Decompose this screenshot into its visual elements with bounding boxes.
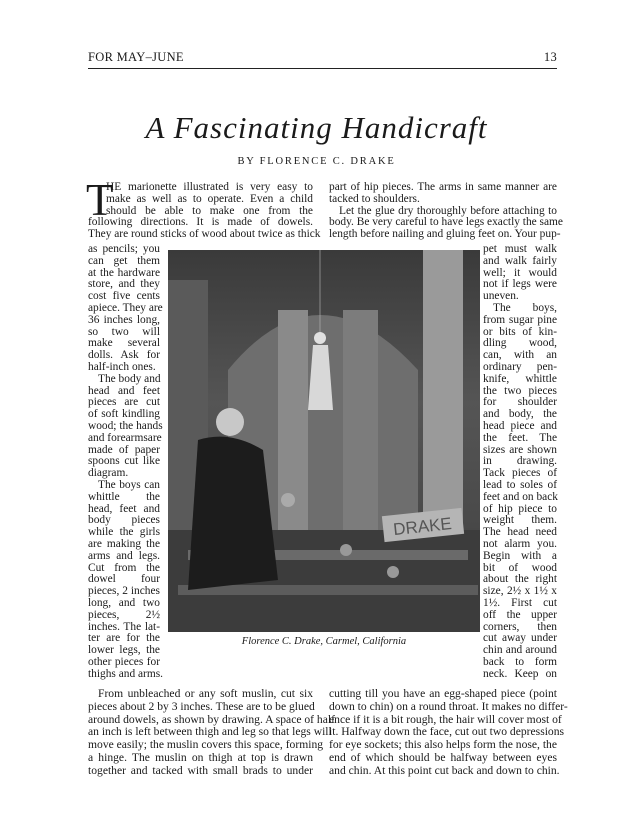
running-header: FOR MAY–JUNE <box>88 50 184 64</box>
text-line: lower legs, the <box>88 644 160 657</box>
right-column-top <box>329 181 563 241</box>
text-line: long, and two <box>88 596 160 609</box>
text-line: uneven. <box>483 290 519 303</box>
text-line: apiece. They are <box>88 301 163 314</box>
photo-illustration <box>168 250 480 632</box>
text-line: well; it would <box>483 266 557 279</box>
text-line: head piece and <box>483 419 557 432</box>
wall-pillar <box>423 250 463 530</box>
text-line: head and feet <box>88 384 160 397</box>
text-line: make as well as to operate. Even a child <box>106 192 313 205</box>
text-line: They are round sticks of wood about twice as thick <box>88 228 321 241</box>
step-edge <box>178 585 478 595</box>
text-line: of hip piece to <box>483 502 557 515</box>
text-line: at the hardware <box>88 266 160 279</box>
text-line: chin and around <box>483 644 557 657</box>
text-line: part of hip pieces. The arms in same manner are <box>329 181 557 193</box>
text-line: From unbleached or any soft muslin, cut six <box>98 687 313 700</box>
text-line: and chin. At this point cut back and down to chin. <box>329 763 560 777</box>
text-line: around dowels, as shown by drawing. A space of half <box>88 712 335 726</box>
marionette-doll <box>340 544 352 556</box>
drake-sign-text: DRAKE <box>392 514 453 540</box>
page-number: 13 <box>543 50 557 64</box>
text-line: a hinge. The muslin on thigh at top is drawn <box>88 750 313 764</box>
text-line: pieces, 2 inches <box>88 585 160 598</box>
marionette-doll <box>387 566 399 578</box>
text-line: following directions. It is made of dowels. <box>88 216 313 229</box>
text-line: The boys, <box>493 301 557 314</box>
text-line: tacked to shoulders. <box>329 192 420 205</box>
text-line: and forearmsare <box>88 431 162 444</box>
text-line: feet and on back <box>483 490 558 503</box>
text-line: lead to soles of <box>483 478 557 491</box>
text-line: end of which should be halfway between eyes <box>329 750 557 764</box>
text-line: The boys can <box>98 478 160 491</box>
text-line: from sugar pine <box>483 313 557 326</box>
text-line: The body and <box>98 372 161 385</box>
text-line: move easily; the muslin covers this space, forming <box>88 738 324 752</box>
text-line: and walk fairly <box>483 254 557 267</box>
text-line: thighs and arms. <box>88 667 163 680</box>
text-line: The head need <box>483 526 557 539</box>
text-line: bit of wood <box>483 561 557 574</box>
text-line: cutting till you have an egg-shaped piece (point <box>329 687 557 700</box>
text-line: the two pieces <box>483 384 557 397</box>
text-line: 36 inches long, <box>88 313 160 326</box>
text-line: diagram. <box>88 467 129 480</box>
text-line: body pieces <box>88 514 160 527</box>
woman-head <box>216 408 244 436</box>
photo-caption: Florence C. Drake, Carmel, California <box>241 636 407 647</box>
text-line: are making the <box>88 537 160 550</box>
marionette-head <box>314 332 326 344</box>
text-line: spoons cut like <box>88 455 160 468</box>
drop-cap: T <box>86 175 114 225</box>
text-line: Begin with a <box>483 549 557 562</box>
text-line: ter are for the <box>88 632 160 645</box>
text-line: 1½. First cut <box>483 596 557 609</box>
header-rule <box>88 68 557 69</box>
text-line: other pieces for <box>88 655 160 668</box>
right-column-narrow <box>483 244 557 680</box>
right-column-bottom <box>329 687 568 778</box>
text-line: for shoulder <box>483 396 557 409</box>
text-line: dolls. Ask for <box>88 349 160 362</box>
text-line: pieces are cut <box>88 396 160 409</box>
text-line: weight them. <box>483 514 557 527</box>
text-line: head, feet and <box>88 502 160 515</box>
text-line: ence if it is a bit rough, the hair will cover most of <box>329 712 562 726</box>
text-line: off the upper <box>483 608 557 621</box>
text-line: not if legs were <box>483 278 557 291</box>
text-line: store, and they <box>88 278 160 291</box>
text-line: as pencils; you <box>88 243 160 255</box>
text-line: or bits of kin- <box>483 325 557 338</box>
article-title: A Fascinating Handicraft <box>145 110 488 145</box>
text-line: Cut from the <box>88 561 160 574</box>
text-line: neck. Keep on <box>483 667 557 680</box>
text-line: an inch is left between thigh and leg so that legs will <box>88 725 332 739</box>
text-line: corners, then <box>483 620 557 633</box>
text-line: can get them <box>88 254 160 267</box>
text-line: dling wood, <box>483 337 557 350</box>
text-line: pet must walk <box>483 243 557 255</box>
text-line: down to chin) on a round throat. It makes no differ- <box>329 699 568 713</box>
left-column-narrow <box>88 243 163 680</box>
text-line: arms and legs. <box>88 549 160 562</box>
text-line: pieces, 2½ <box>88 608 160 621</box>
text-line: inches. The lat- <box>88 620 160 633</box>
text-line: made of paper <box>88 443 160 456</box>
byline: BY FLORENCE C. DRAKE <box>237 156 396 167</box>
text-line: Let the glue dry thoroughly before attaching to <box>339 204 557 217</box>
text-line: pieces about 2 by 3 inches. These are to be glued <box>88 699 315 713</box>
text-line: half-inch ones. <box>88 360 156 373</box>
text-line: should be able to make one from the <box>106 204 313 217</box>
left-column-bottom <box>88 687 335 778</box>
text-line: so two will <box>88 325 160 338</box>
text-line: whittle the <box>88 490 160 503</box>
text-line: knife, whittle <box>483 372 557 385</box>
marionette-doll <box>281 493 295 507</box>
photo-florence-drake-with-marionettes <box>168 250 480 632</box>
text-line: for eye sockets; this also helps form the nose, the <box>329 738 557 752</box>
text-line: not alarm you. <box>483 537 557 550</box>
text-line: wood; the hands <box>88 419 163 432</box>
text-line: and body, the <box>483 408 557 421</box>
left-column-top <box>88 181 321 241</box>
text-line: together and tacked with small brads to under <box>88 763 313 777</box>
text-line: back to form <box>483 655 557 668</box>
text-line: cost five cents <box>88 290 160 303</box>
text-line: length before nailing and gluing feet on. Your pup- <box>329 228 561 241</box>
text-line: can, with an <box>483 349 557 362</box>
text-line: HE marionette illustrated is very easy to <box>106 181 313 193</box>
text-line: while the girls <box>88 526 160 539</box>
text-line: size, 2½ x 1½ x <box>483 585 557 598</box>
text-line: in drawing. <box>483 455 557 468</box>
text-line: the feet. The <box>483 431 557 444</box>
text-line: of soft kindling <box>88 408 160 421</box>
text-line: Tack pieces of <box>483 467 557 480</box>
text-line: it. Halfway down the face, cut out two depressions <box>329 725 565 739</box>
text-line: about the right <box>483 573 557 586</box>
text-line: ordinary pen- <box>483 360 557 373</box>
text-line: make several <box>88 337 160 350</box>
text-line: cut away under <box>483 632 557 645</box>
text-line: body. Be very careful to have legs exactly the same <box>329 216 563 229</box>
text-line: dowel four <box>88 573 160 586</box>
text-line: sizes are shown <box>483 443 557 456</box>
